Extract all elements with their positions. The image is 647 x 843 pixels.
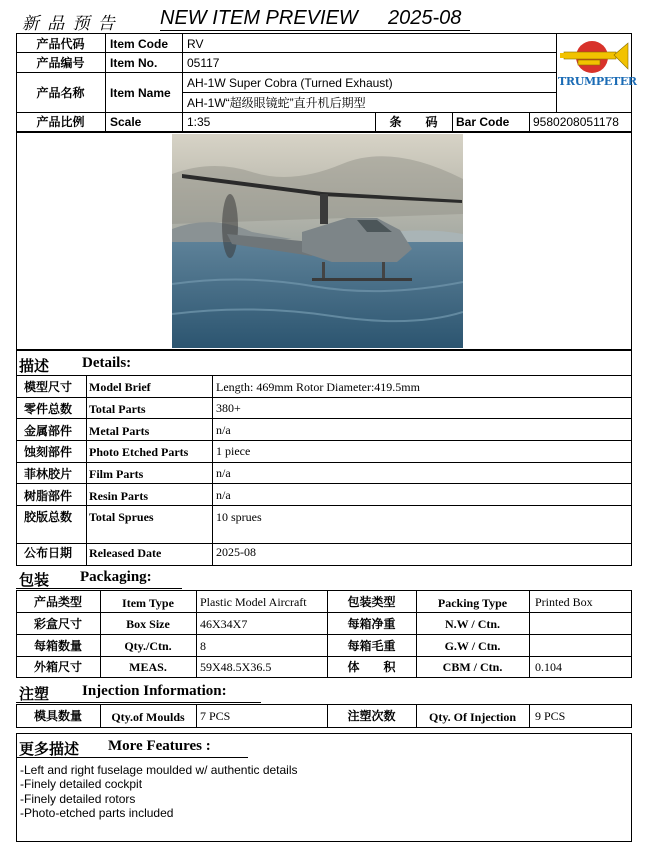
- pack-label-cn: 每箱毛重: [347, 639, 396, 653]
- detail-value: 380+: [216, 401, 241, 415]
- header-underline: [160, 30, 470, 31]
- item-name-value-en: AH-1W Super Cobra (Turned Exhaust): [187, 76, 393, 90]
- features-heading-cn: 更多描述: [19, 741, 80, 758]
- pack-label-cn: 产品类型: [33, 595, 82, 609]
- scale-en: Scale: [110, 115, 142, 129]
- detail-label-cn: 金属部件: [24, 424, 73, 438]
- pack-label-en: CBM / Ctn.: [442, 660, 503, 674]
- packaging-heading-en: Packaging:: [80, 569, 152, 585]
- detail-value: 10 sprues: [216, 510, 262, 524]
- barcode-cn: 条 码: [389, 115, 438, 129]
- pack-value: 8: [200, 639, 206, 653]
- pack-label-en: Box Size: [126, 617, 170, 631]
- header-date: 2025-08: [388, 7, 462, 29]
- injection-label-cn: 注塑次数: [347, 709, 396, 723]
- item-name-cn: 产品名称: [36, 86, 85, 100]
- detail-value: n/a: [216, 466, 231, 480]
- item-code-en: Item Code: [110, 37, 169, 51]
- item-no-en: Item No.: [110, 56, 158, 70]
- detail-label-en: Released Date: [89, 546, 162, 560]
- header-en-title: NEW ITEM PREVIEW: [160, 7, 358, 29]
- detail-value: n/a: [216, 423, 231, 437]
- injection-value: 9 PCS: [535, 709, 566, 723]
- header-cn-title: 新 品 预 告: [22, 14, 117, 33]
- item-code-value: RV: [187, 37, 204, 51]
- moulds-label-cn: 模具数量: [33, 709, 82, 723]
- pack-label-en: MEAS.: [129, 660, 167, 674]
- feature-item: -Photo-etched parts included: [20, 806, 174, 820]
- pack-value: 59X48.5X36.5: [200, 660, 272, 674]
- details-heading-cn: 描述: [19, 358, 50, 375]
- feature-item: -Finely detailed rotors: [20, 792, 136, 806]
- detail-label-en: Film Parts: [89, 467, 144, 481]
- detail-label-cn: 零件总数: [24, 402, 73, 416]
- pack-label-cn: 彩盒尺寸: [33, 617, 82, 631]
- injection-label-en: Qty. Of Injection: [429, 710, 516, 724]
- pack-value: 46X34X7: [200, 617, 248, 631]
- detail-label-en: Photo Etched Parts: [89, 445, 189, 459]
- feature-item: -Left and right fuselage moulded w/ authentic details: [20, 763, 298, 777]
- pack-value: Plastic Model Aircraft: [200, 595, 307, 609]
- product-image: [172, 134, 463, 348]
- detail-label-en: Metal Parts: [89, 424, 150, 438]
- detail-value: 1 piece: [216, 444, 251, 458]
- injection-heading-en: Injection Information:: [82, 683, 227, 699]
- pack-label-cn: 包装类型: [347, 595, 396, 609]
- item-name-en: Item Name: [110, 86, 171, 100]
- item-name-value-cn: AH-1W“超级眼镜蛇”直升机后期型: [187, 96, 366, 110]
- detail-label-cn: 蚀刻部件: [24, 445, 73, 459]
- pack-label-en: Item Type: [122, 596, 174, 610]
- pack-label-en: Packing Type: [437, 596, 508, 610]
- pack-label-en: N.W / Ctn.: [444, 617, 501, 631]
- detail-label-cn: 树脂部件: [24, 489, 73, 503]
- detail-label-en: Resin Parts: [89, 489, 148, 503]
- detail-value: Length: 469mm Rotor Diameter:419.5mm: [216, 380, 420, 394]
- moulds-value: 7 PCS: [200, 709, 231, 723]
- detail-label-en: Total Parts: [89, 402, 146, 416]
- pack-label-en: G.W / Ctn.: [444, 639, 501, 653]
- features-heading-en: More Features :: [108, 738, 211, 754]
- detail-value: 2025-08: [216, 545, 256, 559]
- pack-label-en: Qty./Ctn.: [124, 639, 172, 653]
- pack-value: Printed Box: [535, 595, 593, 609]
- pack-value: 0.104: [535, 660, 562, 674]
- logo-text: TRUMPETER: [558, 75, 637, 88]
- detail-label-cn: 模型尺寸: [24, 380, 73, 394]
- scale-value: 1:35: [187, 115, 211, 129]
- detail-label-cn: 胶版总数: [24, 510, 73, 524]
- item-no-cn: 产品编号: [36, 56, 85, 70]
- item-no-value: 05117: [187, 56, 220, 70]
- packaging-heading-cn: 包装: [19, 572, 50, 589]
- pack-label-cn: 外箱尺寸: [33, 660, 82, 674]
- scale-cn: 产品比例: [36, 115, 85, 129]
- helicopter-painting: [172, 134, 463, 348]
- detail-label-cn: 公布日期: [24, 546, 73, 560]
- pack-label-cn: 每箱净重: [347, 617, 396, 631]
- barcode-value: 9580208051178: [533, 115, 619, 129]
- details-heading-en: Details:: [82, 355, 132, 371]
- moulds-label-en: Qty.of Moulds: [111, 710, 185, 724]
- detail-value: n/a: [216, 488, 231, 502]
- pack-label-cn: 每箱数量: [33, 639, 82, 653]
- injection-heading-cn: 注塑: [19, 686, 50, 703]
- detail-label-en: Model Brief: [89, 380, 151, 394]
- trumpeter-logo: [558, 35, 637, 110]
- feature-item: -Finely detailed cockpit: [20, 777, 143, 791]
- detail-label-en: Total Sprues: [89, 510, 154, 524]
- item-code-cn: 产品代码: [36, 37, 85, 51]
- pack-label-cn: 体 积: [347, 660, 396, 674]
- detail-label-cn: 菲林胶片: [24, 467, 73, 481]
- barcode-en: Bar Code: [456, 115, 510, 129]
